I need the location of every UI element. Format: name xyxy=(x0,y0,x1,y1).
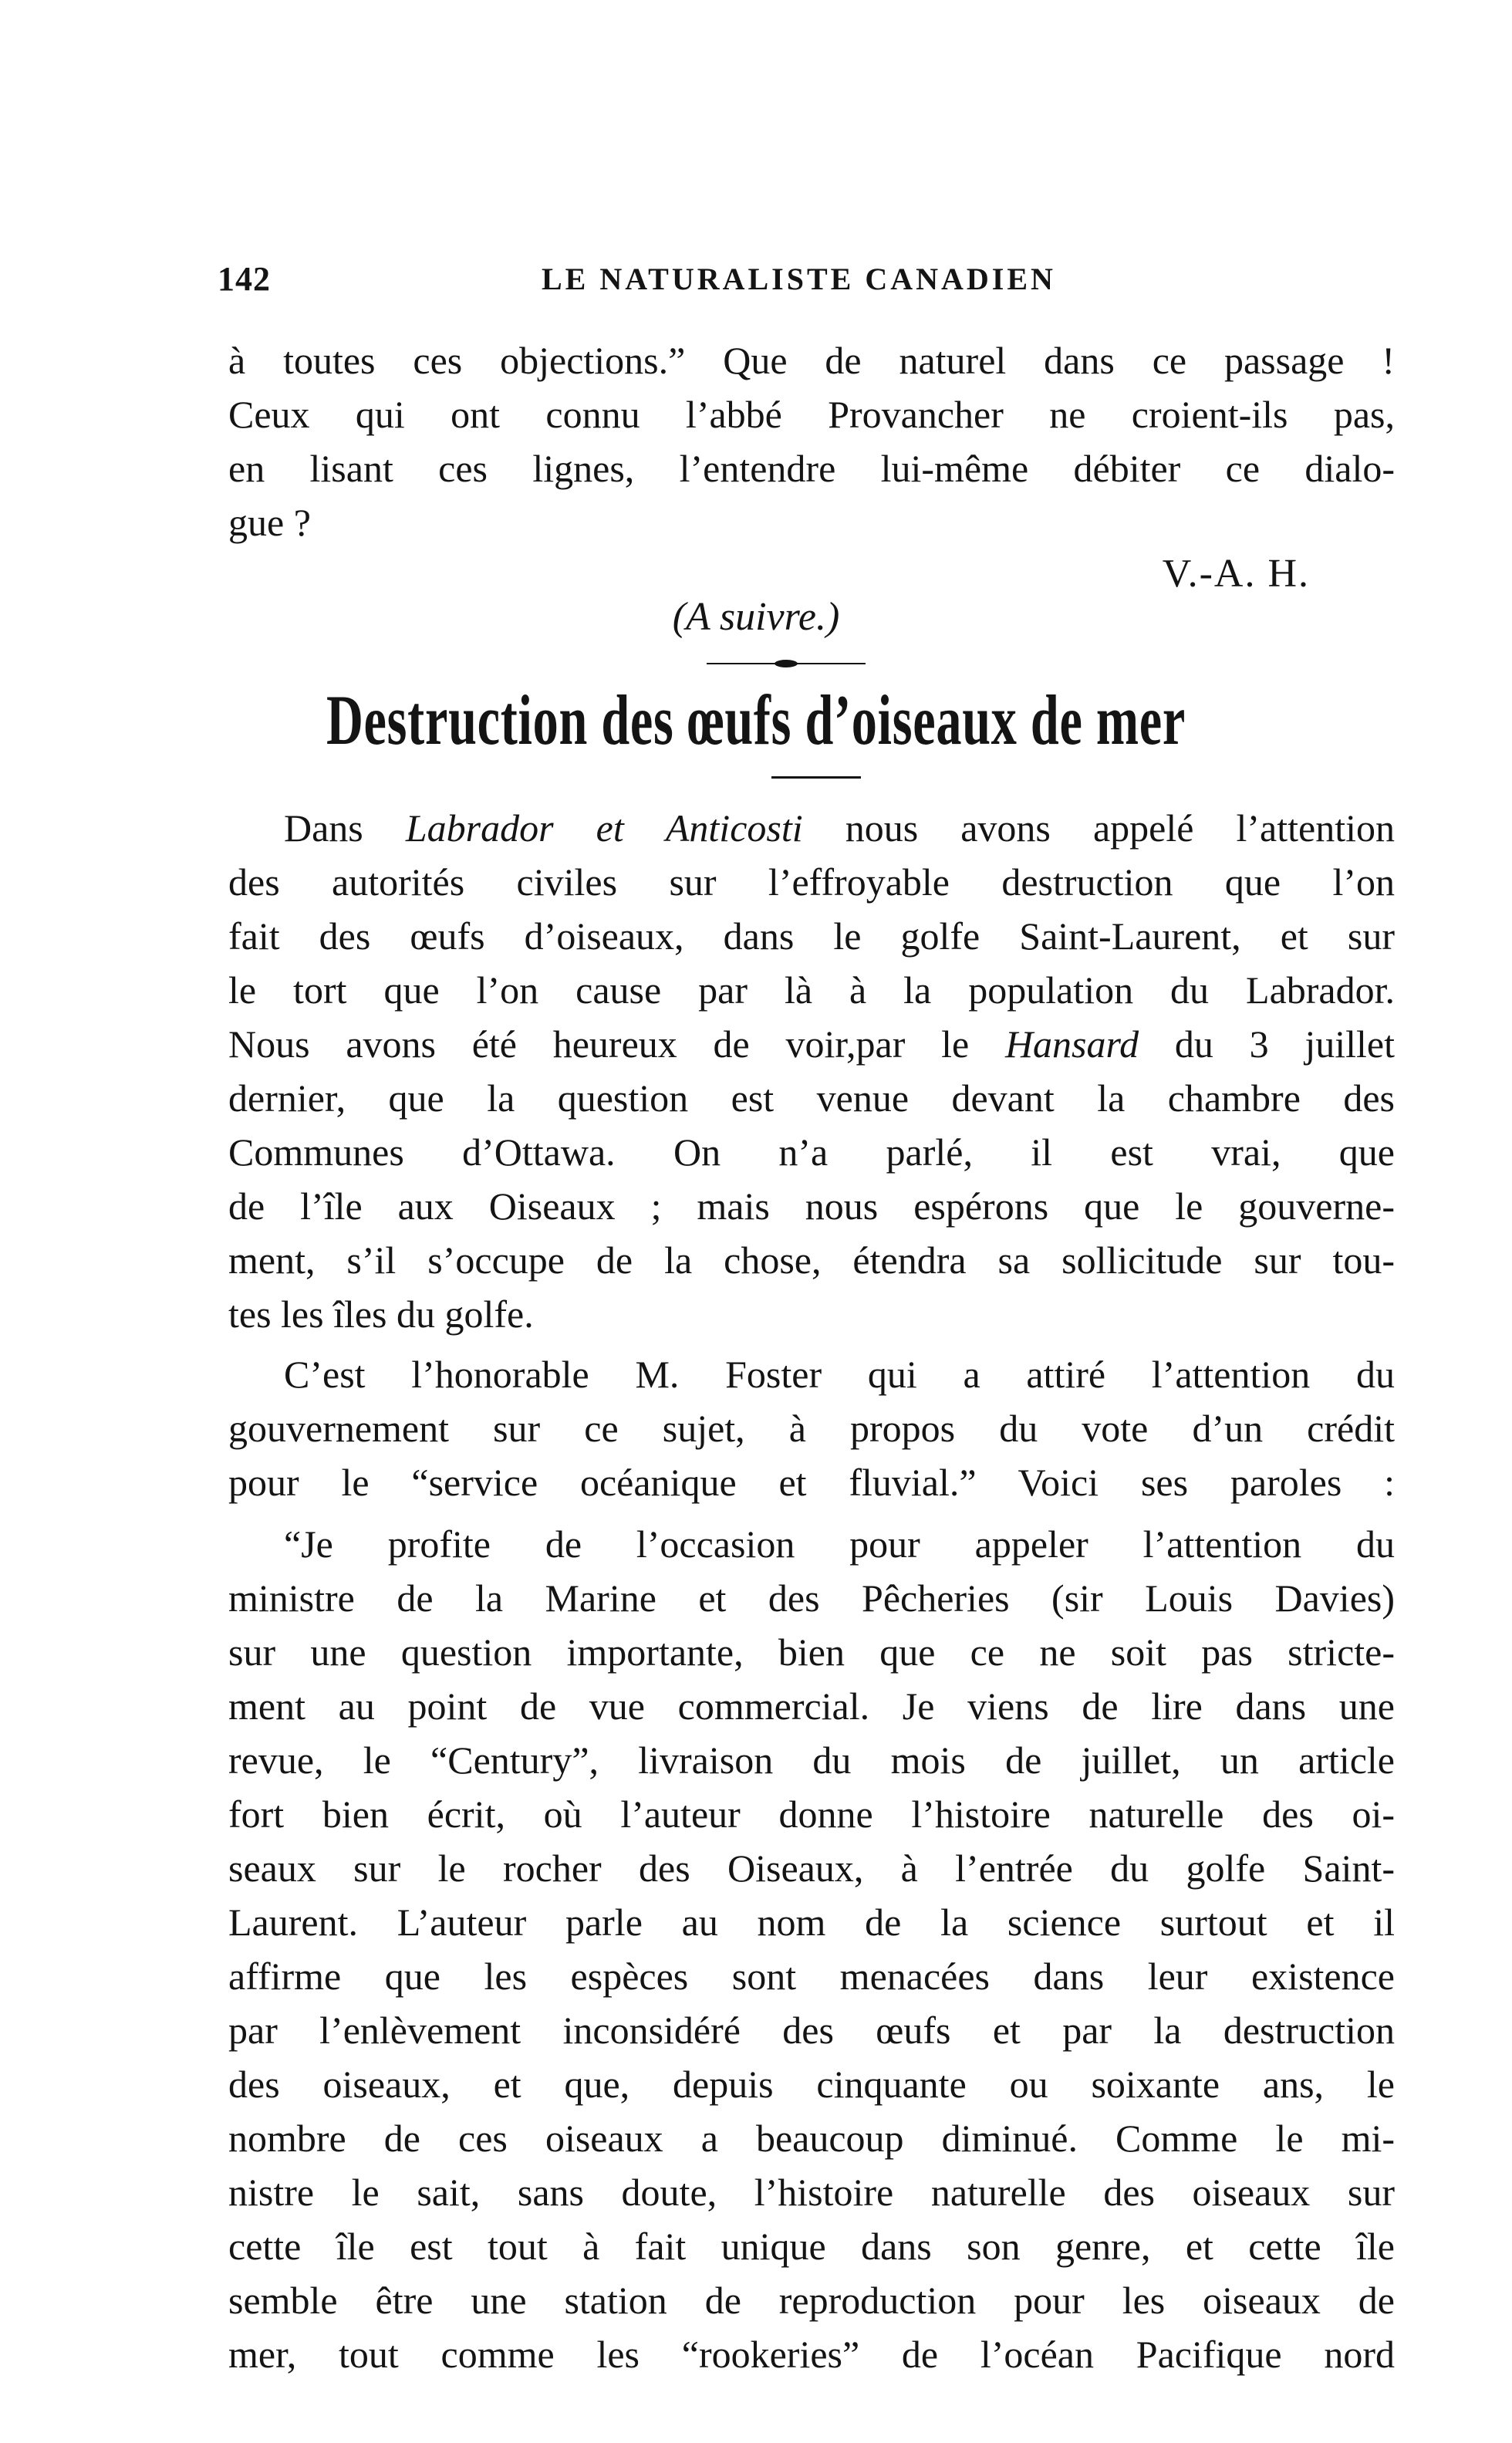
text-line: en lisant ces lignes, l’entendre lui-même débiter ce dialo- xyxy=(228,447,1395,490)
text-line: à toutes ces objections.” Que de naturel dans ce passage ! xyxy=(228,339,1395,382)
text-line: Ceux qui ont connu l’abbé Provancher ne croient-ils pas, xyxy=(228,393,1395,436)
text-line: semble être une station de reproduction pour les oiseaux de xyxy=(228,2279,1395,2322)
ornamental-rule xyxy=(707,659,866,670)
text-line: gouvernement sur ce sujet, à propos du vote d’un crédit xyxy=(228,1407,1395,1450)
author-signature: V.-A. H. xyxy=(1162,552,1310,596)
text-run: Nous avons été heureux de voir,par le xyxy=(228,1022,1005,1066)
text-run: Dans xyxy=(284,806,406,850)
journal-title: LE NATURALISTE CANADIEN xyxy=(542,262,1056,296)
page-number: 142 xyxy=(218,260,271,298)
book-title: Labrador et Anticosti xyxy=(405,806,803,850)
top-paragraph xyxy=(228,333,1395,549)
text-line: affirme que les espèces sont menacées dans leur existence xyxy=(228,1955,1395,1998)
text-line: ment au point de vue commercial. Je viens de lire dans une xyxy=(228,1684,1395,1728)
paragraph-1 xyxy=(228,801,1395,1341)
text-line: des oiseaux, et que, depuis cinquante ou soixante ans, le xyxy=(228,2063,1395,2106)
text-line: ment, s’il s’occupe de la chose, étendra sa sollicitude sur tou- xyxy=(228,1238,1395,1282)
continued-note: (A suivre.) xyxy=(672,595,840,639)
running-head xyxy=(218,259,1404,306)
text-line: fort bien écrit, où l’auteur donne l’histoire naturelle des oi- xyxy=(228,1793,1395,1836)
text-line: pour le “service océanique et fluvial.” Voici ses paroles : xyxy=(228,1461,1395,1504)
text-line: gue ? xyxy=(228,501,311,544)
text-line: Communes d’Ottawa. On n’a parlé, il est vrai, que xyxy=(228,1130,1395,1174)
text-line: le tort que l’on cause par là à la population du Labrador. xyxy=(228,968,1395,1012)
text-line: dernier, que la question est venue devant la chambre des xyxy=(228,1076,1395,1120)
text-line: de l’île aux Oiseaux ; mais nous espérons que le gouverne- xyxy=(228,1184,1395,1228)
title-dash-rule xyxy=(771,776,861,779)
text-line: par l’enlèvement inconsidéré des œufs et par la destruction xyxy=(228,2009,1395,2052)
text-line: seaux sur le rocher des Oiseaux, à l’entrée du golfe Saint- xyxy=(228,1847,1395,1890)
text-line: mer, tout comme les “rookeries” de l’océan Pacifique nord xyxy=(228,2333,1395,2376)
text-run: nous avons appelé l’attention xyxy=(802,806,1395,850)
text-line: cette île est tout à fait unique dans son genre, et cette île xyxy=(228,2225,1395,2268)
text-line: C’est l’honorable M. Foster qui a attiré l’attention du xyxy=(284,1353,1395,1396)
text-line: revue, le “Century”, livraison du mois de juillet, un article xyxy=(228,1738,1395,1782)
text-line: fait des œufs d’oiseaux, dans le golfe Saint-Laurent, et sur xyxy=(228,914,1395,958)
rule-ornament-mark xyxy=(775,660,798,667)
paragraph-3-quotation xyxy=(228,1517,1395,2381)
paragraph-2 xyxy=(228,1347,1395,1509)
text-line: tes les îles du golfe. xyxy=(228,1292,534,1336)
section-title: Destruction des œufs d’oiseaux de mer xyxy=(326,681,1186,759)
text-run: du 3 juillet xyxy=(1139,1022,1396,1066)
text-line: “Je profite de l’occasion pour appeler l’attention du xyxy=(284,1522,1395,1566)
text-line: sur une question importante, bien que ce ne soit pas stricte- xyxy=(228,1630,1395,1674)
text-line xyxy=(228,1017,1395,1071)
text-line: Laurent. L’auteur parle au nom de la science surtout et il xyxy=(228,1901,1395,1944)
text-line xyxy=(228,801,1395,855)
text-line: des autorités civiles sur l’effroyable destruction que l’on xyxy=(228,860,1395,904)
text-line: ministre de la Marine et des Pêcheries (sir Louis Davies) xyxy=(228,1576,1395,1620)
text-line: nistre le sait, sans doute, l’histoire naturelle des oiseaux sur xyxy=(228,2171,1395,2214)
text-line: nombre de ces oiseaux a beaucoup diminué. Comme le mi- xyxy=(228,2117,1395,2160)
publication-title: Hansard xyxy=(1004,1022,1139,1066)
